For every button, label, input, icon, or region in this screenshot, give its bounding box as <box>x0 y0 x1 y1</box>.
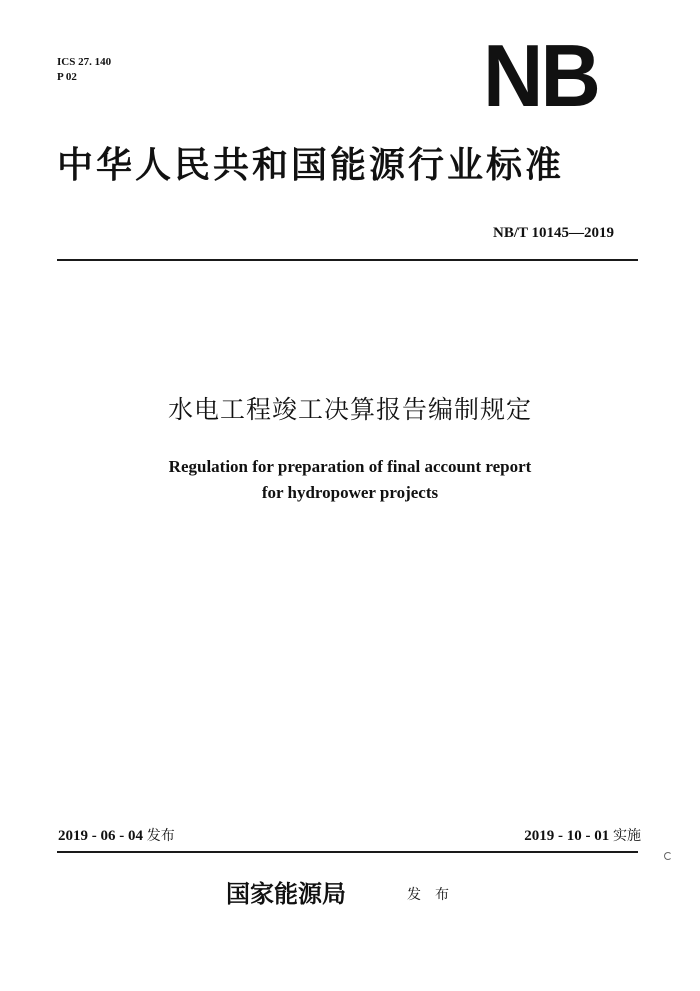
standard-number: NB/T 10145—2019 <box>493 225 614 241</box>
standard-category-title: 中华人民共和国能源行业标准 <box>57 144 565 186</box>
ics-code: ICS 27. 140 <box>57 56 112 68</box>
publisher-label: 发布 <box>407 887 463 903</box>
ccs-code: P 02 <box>57 71 77 83</box>
document-title-english-line2: for hydropower projects <box>261 483 439 502</box>
document-title-english-line1: Regulation for preparation of final account report <box>168 457 532 476</box>
document-title-chinese: 水电工程竣工决算报告编制规定 <box>167 395 532 424</box>
top-divider <box>57 259 638 261</box>
nb-logo: NB <box>483 26 599 125</box>
implementation-date: 2019 - 10 - 01 <box>524 828 610 844</box>
issue-label: 发布 <box>146 828 175 844</box>
publisher-name: 国家能源局 <box>226 879 346 908</box>
issue-date: 2019 - 06 - 04 <box>58 828 143 844</box>
bottom-divider <box>57 851 638 853</box>
implementation-label: 实施 <box>613 828 641 844</box>
issue-date-block <box>58 827 175 845</box>
implementation-date-block <box>524 827 641 845</box>
scan-artifact <box>664 852 672 860</box>
